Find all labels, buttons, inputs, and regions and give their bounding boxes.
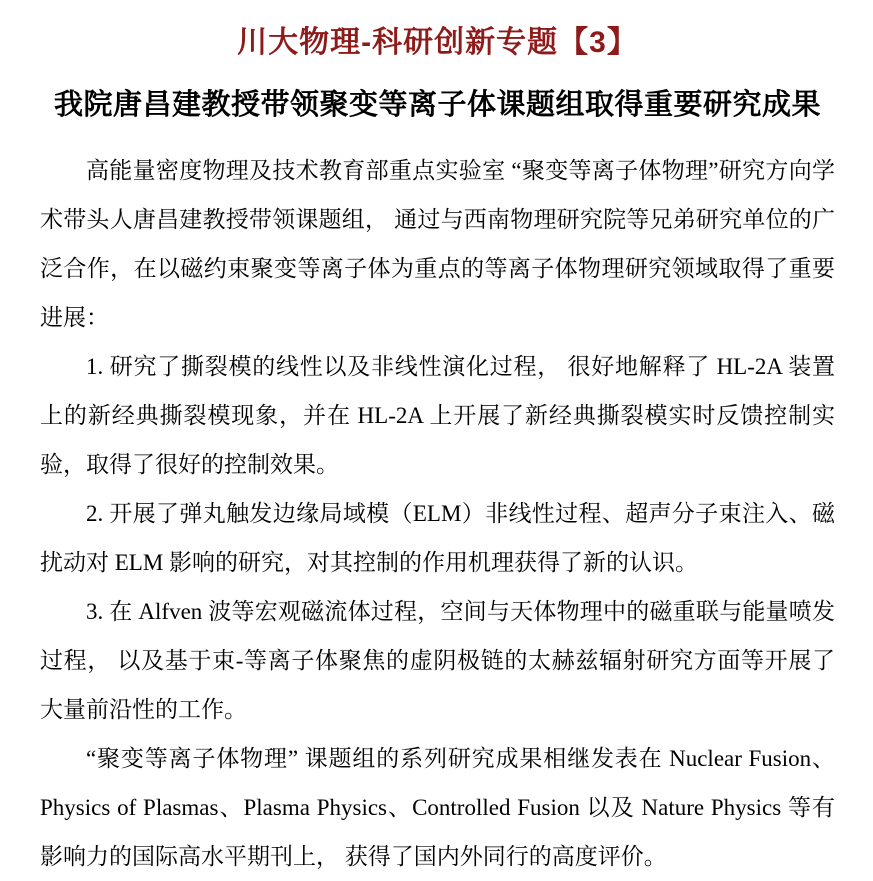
paragraph-publications: “聚变等离子体物理” 课题组的系列研究成果相继发表在 Nuclear Fusion、Physics of Plasmas、Plasma Physics、Controlled Fusion 以及 Nature Physics 等有影响力的国际高水平期刊上， 获得了国内外同行的高度评价。	[40, 746, 835, 869]
paragraph-item-2: 2. 开展了弹丸触发边缘局域模（ELM）非线性过程、超声分子束注入、磁扰动对 ELM 影响的研究，对其控制的作用机理获得了新的认识。	[40, 501, 835, 575]
paragraph-item-1: 1. 研究了撕裂模的线性以及非线性演化过程， 很好地解释了 HL-2A 装置上的新经典撕裂模现象，并在 HL-2A 上开展了新经典撕裂模实时反馈控制实验，取得了很好的控制效果。	[40, 354, 835, 477]
article-headline: 我院唐昌建教授带领聚变等离子体课题组取得重要研究成果	[53, 89, 821, 121]
paragraph-intro: 高能量密度物理及技术教育部重点实验室 “聚变等离子体物理”研究方向学术带头人唐昌建教授带领课题组， 通过与西南物理研究院等兄弟研究单位的广泛合作，在以磁约束聚变等离子体为重点的等离子体物理研究领域取得了重要进展：	[40, 158, 835, 330]
article-body	[40, 146, 835, 881]
paragraph-item-3: 3. 在 Alfven 波等宏观磁流体过程，空间与天体物理中的磁重联与能量喷发过程， 以及基于束-等离子体聚焦的虚阴极链的太赫兹辐射研究方面等开展了大量前沿性的工作。	[40, 599, 835, 722]
page-title: 川大物理-科研创新专题【3】	[237, 26, 638, 59]
